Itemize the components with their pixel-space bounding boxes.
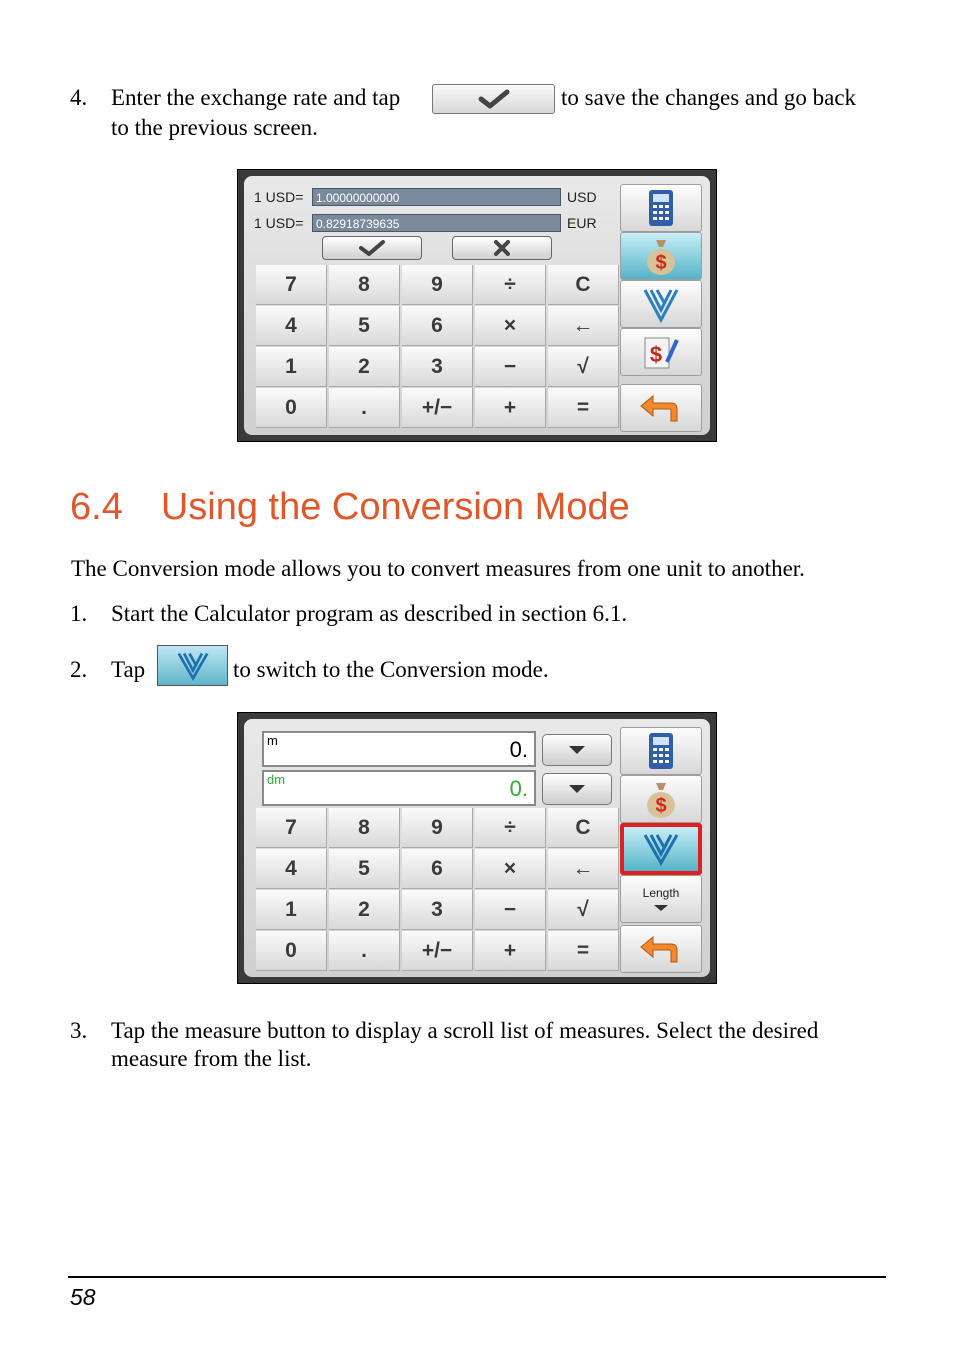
- currency-mode-button[interactable]: [620, 232, 702, 280]
- keypad-key[interactable]: 6: [402, 849, 473, 889]
- keypad-key[interactable]: ←: [548, 306, 619, 346]
- rate-input[interactable]: 0.82918739635: [312, 214, 561, 232]
- edit-rate-button[interactable]: [620, 328, 702, 376]
- calculator-icon: [646, 188, 676, 228]
- keypad-key[interactable]: C: [548, 265, 619, 305]
- calculator-mode-button[interactable]: [620, 184, 702, 232]
- keypad-key[interactable]: +: [475, 388, 546, 428]
- intro-paragraph: The Conversion mode allows you to convert measures from one unit to another.: [71, 556, 805, 581]
- target-unit-dropdown[interactable]: [542, 773, 612, 805]
- step-text: to save the changes and go back: [561, 85, 857, 110]
- rate-label: 1 USD=: [254, 189, 304, 205]
- keypad-key[interactable]: −: [475, 890, 546, 930]
- keypad-key[interactable]: 9: [402, 808, 473, 848]
- step-number: 2.: [70, 657, 88, 682]
- step-text: to switch to the Conversion mode.: [233, 657, 549, 682]
- keypad-key[interactable]: 2: [329, 890, 400, 930]
- target-value: 0.: [509, 776, 528, 801]
- back-arrow-icon: [637, 393, 685, 423]
- section-number: 6.4: [70, 486, 123, 528]
- rate-input[interactable]: 1.00000000000: [312, 188, 561, 206]
- rate-label: 1 USD=: [254, 215, 304, 231]
- step-text: to the previous screen.: [111, 115, 318, 140]
- keypad-key[interactable]: C: [548, 808, 619, 848]
- source-unit: m: [267, 733, 278, 748]
- back-button[interactable]: [620, 925, 702, 973]
- chevron-down-icon: [568, 745, 586, 755]
- keypad-key[interactable]: ×: [475, 849, 546, 889]
- keypad-key[interactable]: −: [475, 347, 546, 387]
- step-text: Start the Calculator program as described in section 6.1.: [111, 601, 628, 626]
- step-text: measure from the list.: [111, 1046, 312, 1071]
- keypad-key[interactable]: ÷: [475, 265, 546, 305]
- svg-text:$: $: [649, 342, 663, 367]
- conversion-button-image: [157, 645, 228, 686]
- keypad-key[interactable]: 8: [329, 808, 400, 848]
- keypad-key[interactable]: ÷: [475, 808, 546, 848]
- chevron-down-icon: [568, 784, 586, 794]
- cancel-button[interactable]: [452, 236, 552, 260]
- currency-label: EUR: [567, 215, 597, 231]
- keypad-key[interactable]: 0: [256, 388, 327, 428]
- keypad-key[interactable]: ←: [548, 849, 619, 889]
- keypad-key[interactable]: =: [548, 388, 619, 428]
- keypad-key[interactable]: 3: [402, 347, 473, 387]
- keypad-key[interactable]: √: [548, 890, 619, 930]
- keypad-key[interactable]: 5: [329, 849, 400, 889]
- keypad-key[interactable]: 7: [256, 808, 327, 848]
- target-unit: dm: [267, 772, 286, 787]
- conversion-mode-button[interactable]: [620, 280, 702, 328]
- checkmark-icon: [477, 89, 511, 109]
- keypad-key[interactable]: 4: [256, 849, 327, 889]
- confirm-button-image: [432, 84, 555, 114]
- target-value-field[interactable]: [262, 770, 536, 806]
- exchange-rate-screenshot: [237, 169, 717, 442]
- measure-button[interactable]: [620, 875, 702, 923]
- keypad-key[interactable]: +/−: [402, 388, 473, 428]
- confirm-button[interactable]: [322, 236, 422, 260]
- conversion-icon: [641, 284, 681, 324]
- keypad-key[interactable]: 3: [402, 890, 473, 930]
- chevron-down-icon: [653, 904, 669, 912]
- keypad-key[interactable]: 0: [256, 931, 327, 971]
- measure-label: Length: [642, 886, 680, 900]
- calculator-mode-button[interactable]: [620, 727, 702, 775]
- section-heading: [70, 486, 630, 529]
- back-arrow-icon: [637, 934, 685, 964]
- keypad-key[interactable]: 8: [329, 265, 400, 305]
- keypad-key[interactable]: √: [548, 347, 619, 387]
- conversion-mode-button-highlighted[interactable]: [620, 823, 702, 875]
- money-bag-icon: [644, 779, 678, 819]
- source-value-field[interactable]: [262, 731, 536, 767]
- keypad-key[interactable]: 5: [329, 306, 400, 346]
- keypad-key[interactable]: 9: [402, 265, 473, 305]
- keypad-key[interactable]: 7: [256, 265, 327, 305]
- source-unit-dropdown[interactable]: [542, 734, 612, 766]
- currency-label: USD: [567, 189, 597, 205]
- page-number: 58: [70, 1284, 96, 1310]
- keypad-key[interactable]: ×: [475, 306, 546, 346]
- keypad-key[interactable]: 1: [256, 890, 327, 930]
- step-text: Enter the exchange rate and tap: [111, 85, 401, 110]
- close-icon: [493, 240, 511, 256]
- keypad-key[interactable]: 2: [329, 347, 400, 387]
- calculator-icon: [646, 731, 676, 771]
- footer-rule: [68, 1276, 886, 1278]
- step-number: 1.: [70, 601, 88, 626]
- checkmark-icon: [358, 240, 386, 256]
- exchange-edit-icon: [641, 332, 681, 372]
- keypad-key[interactable]: +/−: [402, 931, 473, 971]
- keypad-key[interactable]: .: [329, 388, 400, 428]
- step-number: 4.: [70, 85, 88, 110]
- step-number: 3.: [70, 1018, 88, 1043]
- conversion-icon: [641, 831, 681, 867]
- keypad-key[interactable]: +: [475, 931, 546, 971]
- keypad-key[interactable]: .: [329, 931, 400, 971]
- keypad-key[interactable]: =: [548, 931, 619, 971]
- source-value: 0.: [509, 737, 528, 762]
- back-button[interactable]: [620, 384, 702, 432]
- money-bag-icon: [644, 236, 678, 276]
- step-text: Tap the measure button to display a scroll list of measures. Select the desired: [111, 1018, 819, 1043]
- keypad-key[interactable]: 1: [256, 347, 327, 387]
- conversion-icon: [175, 650, 211, 682]
- svg-text:$: $: [655, 795, 667, 817]
- conversion-screenshot: [237, 712, 717, 984]
- step-text: Tap: [111, 657, 146, 682]
- svg-text:$: $: [655, 252, 667, 274]
- keypad-key[interactable]: 4: [256, 306, 327, 346]
- currency-mode-button[interactable]: [620, 775, 702, 823]
- section-title: Using the Conversion Mode: [160, 486, 630, 528]
- keypad-key[interactable]: 6: [402, 306, 473, 346]
